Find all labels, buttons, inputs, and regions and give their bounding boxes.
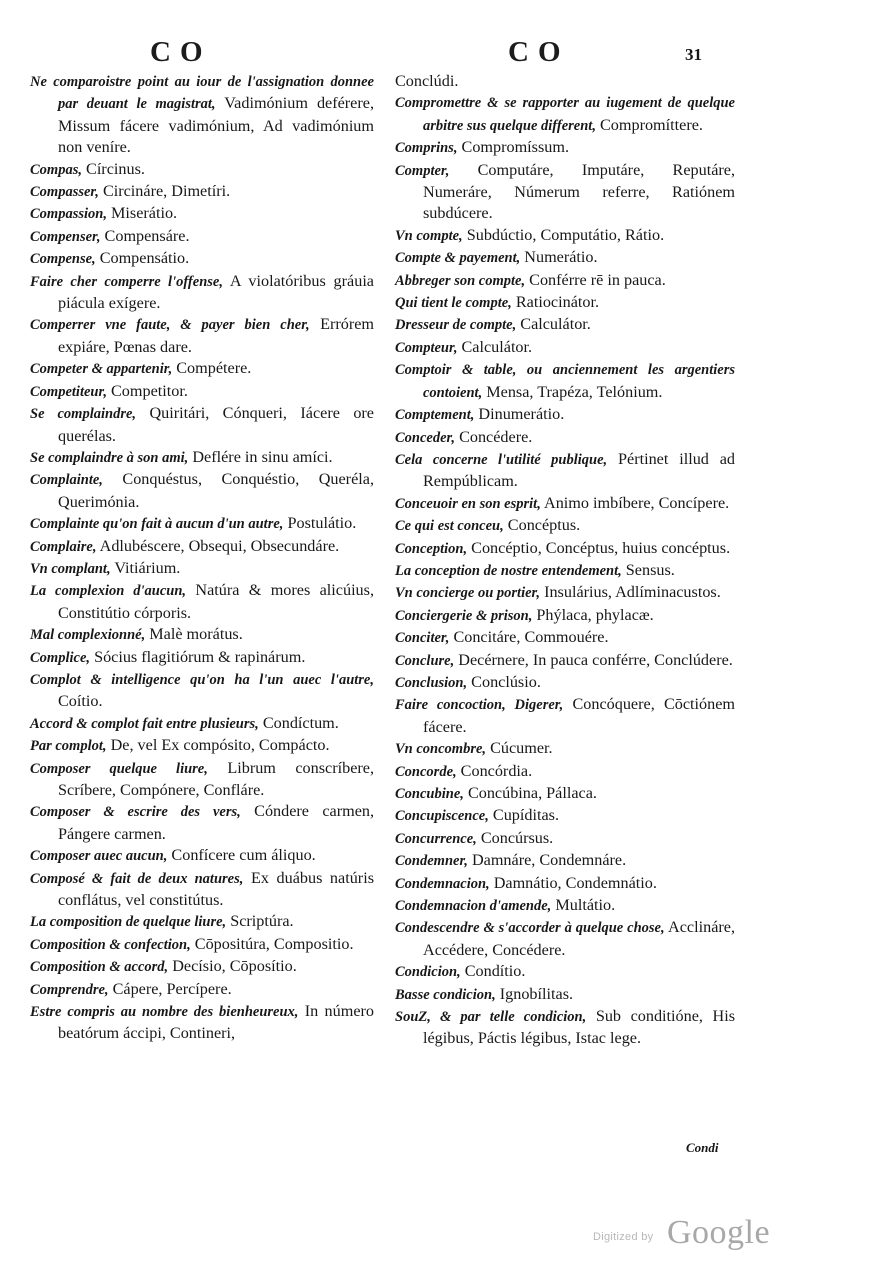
latin-translation: Condítio. [464,962,526,981]
latin-translation: Postulátio. [287,514,357,533]
right-entry [395,605,735,627]
french-headword: Abbreger son compte, [395,272,526,289]
french-headword: Composé & fait de deux natures, [30,870,244,887]
right-entry [395,404,735,426]
right-entry [395,694,735,738]
right-entry [395,337,735,359]
latin-translation: Mensa, Trapéza, Telónium. [486,382,663,401]
left-entry [30,868,374,912]
latin-translation: Cupíditas. [492,806,559,825]
right-entry [395,917,735,961]
left-entry [30,226,374,248]
french-headword: Vn compte, [395,227,463,244]
left-entry [30,358,374,380]
french-headword: La conception de nostre entendement, [395,562,622,579]
left-entry [30,403,374,447]
french-headword: Accord & complot fait entre plusieurs, [30,715,259,732]
left-entry [30,469,374,513]
french-headword: Complice, [30,649,91,666]
catchword: Condi [686,1140,719,1155]
french-headword: Complaire, [30,538,97,555]
latin-translation: Concédere. [459,427,533,446]
latin-translation: Cúcumer. [490,739,553,758]
right-entry [395,850,735,872]
french-headword: Compteur, [395,339,458,356]
latin-translation: Errórem expiáre, Pœnas dare. [58,315,374,356]
latin-translation: Conquéstus, Conquéstio, Queréla, Querimónia. [58,470,374,511]
french-headword: Dresseur de compte, [395,317,517,334]
right-entry [395,828,735,850]
latin-translation: Decérnere, In pauca conférre, Conclúdere. [458,650,733,669]
latin-translation: Concúrsus. [480,828,554,847]
latin-translation: Dinumerátio. [478,405,565,424]
latin-translation: Compromíssum. [461,138,569,157]
latin-translation: Cóndere carmen, Pángere carmen. [58,802,375,843]
latin-translation: Coítio. [58,692,103,711]
latin-translation: Calculátor. [520,315,591,334]
left-entry [30,381,374,403]
right-entry [395,515,735,537]
french-headword: Condemnacion d'amende, [395,898,552,915]
latin-translation: Ratiocinátor. [515,293,600,312]
right-entry [395,873,735,895]
running-header-left: CO [150,36,212,68]
left-entry [30,513,374,535]
latin-translation: Compensáre. [104,226,190,245]
french-headword: La composition de quelque liure, [30,914,227,931]
right-entry [395,270,735,292]
french-headword: Se complaindre, [30,406,137,423]
latin-translation: Cōpositúra, Compositio. [194,934,354,953]
running-header-right: CO [508,36,570,68]
latin-translation: Sensus. [625,560,675,579]
latin-translation: In número beatórum áccipi, Contineri, [58,1002,374,1043]
latin-translation: Confícere cum áliquo. [171,846,316,865]
latin-translation: Phýlaca, phylacæ. [536,605,654,624]
right-entry [395,783,735,805]
latin-translation: Miserátio. [111,204,178,223]
latin-translation: Scriptúra. [230,912,294,931]
right-entry [395,582,735,604]
french-headword: Comprins, [395,140,458,157]
french-headword: SouZ, & par telle condicion, [395,1009,587,1026]
latin-translation: Competitor. [111,381,188,400]
french-headword: Conclusion, [395,674,468,691]
right-entry [395,292,735,314]
right-entry [395,71,735,92]
latin-translation: Conférre rē in pauca. [529,270,666,289]
french-headword: Condicion, [395,964,461,981]
left-entry [30,271,374,315]
french-headword: Comperrer vne faute, & payer bien cher, [30,317,310,334]
latin-translation: Compensátio. [99,249,190,268]
latin-translation: Subdúctio, Computátio, Rátio. [466,225,665,244]
latin-translation: Compétere. [176,359,252,378]
left-entry [30,979,374,1001]
latin-translation: Damnátio, Condemnátio. [493,873,657,892]
right-entry [395,225,735,247]
french-headword: Cela concerne l'utilité publique, [395,451,608,468]
french-headword: Concubine, [395,786,464,802]
latin-translation: Calculátor. [461,337,533,356]
french-headword: Se complaindre à son ami, [30,449,189,466]
latin-translation: Concóquere, Cōctiónem fácere. [423,695,736,736]
french-headword: Composer & escrire des vers, [30,804,241,821]
left-entry [30,647,374,669]
french-headword: Conception, [395,540,468,557]
google-logo: Google [667,1214,771,1251]
latin-translation: Computáre, Imputáre, Reputáre, Numeráre, Númerum referre, Ratiónem subdúcere. [423,160,736,223]
french-headword: Vn concombre, [395,741,487,758]
watermark-prefix: Digitized by [593,1231,654,1243]
latin-translation: Circináre, Dimetíri. [102,182,231,201]
left-entry [30,203,374,225]
french-headword: Composition & confection, [30,936,191,953]
latin-translation: Damnáre, Condemnáre. [471,851,627,870]
french-headword: Conciter, [395,630,450,647]
french-headword: Conclure, [395,652,455,669]
latin-translation: Concúbina, Pállaca. [467,784,597,802]
left-entry [30,558,374,580]
french-headword: Par complot, [30,738,107,755]
left-entry [30,536,374,558]
french-headword: Compte & payement, [395,250,521,267]
left-entry [30,669,374,713]
french-headword: Comptoir & table, ou anciennement les argentiers contoient, [395,362,735,401]
french-headword: Compenser, [30,228,101,245]
french-headword: Composer quelque liure, [30,760,208,777]
french-headword: Composition & accord, [30,959,169,976]
french-headword: Mal complexionné, [30,627,146,644]
french-headword: Qui tient le compte, [395,295,512,312]
right-entry [395,1006,735,1050]
french-headword: Ne comparoistre point au iour de l'assignation donnee par deuant le magistrat, [30,74,374,113]
right-entry [395,427,735,449]
right-entry [395,805,735,827]
latin-translation: Insulárius, Adlíminacustos. [544,583,721,602]
right-entry [395,984,735,1006]
french-headword: Compromettre & se rapporter au iugement de quelque arbitre sus quelque different, [395,95,735,134]
french-headword: Concupiscence, [395,808,489,825]
latin-translation: Concitáre, Commouére. [453,628,609,647]
french-headword: Composer auec aucun, [30,848,168,865]
left-entry [30,956,374,978]
right-entry [395,137,735,159]
latin-translation: Concórdia. [460,761,533,780]
french-headword: Condescendre & s'accorder à quelque chose, [395,920,665,937]
left-entry [30,71,374,159]
left-entry [30,159,374,181]
right-entry [395,738,735,760]
french-headword: Compasser, [30,184,99,201]
right-entry [395,247,735,269]
latin-translation: Vitiárium. [114,558,181,577]
right-entry [395,895,735,917]
french-headword: Compas, [30,161,82,178]
right-entry [395,160,735,225]
latin-translation: Librum conscríbere, Scríbere, Compónere, Confláre. [58,758,375,799]
french-headword: Conceder, [395,429,456,446]
french-headword: Compter, [395,162,450,179]
latin-translation: De, vel Ex compósito, Compácto. [110,736,330,755]
right-entry [395,560,735,582]
latin-translation: Cápere, Percípere. [112,979,232,998]
french-headword: Basse condicion, [395,986,496,1003]
french-headword: Compassion, [30,206,107,223]
latin-translation: Ex duábus natúris conflátus, vel constitútus. [58,868,374,910]
right-entry [395,493,735,515]
right-entry [395,359,735,404]
french-headword: Compense, [30,251,96,268]
latin-translation: Sub conditióne, His légibus, Páctis légibus, Istac lege. [423,1007,736,1048]
latin-translation: Concéptio, Concéptus, huius concéptus. [471,538,731,557]
french-headword: Vn concierge ou portier, [395,585,541,602]
left-entry [30,447,374,469]
left-column [30,71,374,1045]
right-column [395,71,735,1050]
left-entry [30,758,374,802]
french-headword: Faire cher comperre l'offense, [30,273,223,290]
french-headword: Ce qui est conceu, [395,518,504,535]
latin-translation: Acclináre, Accédere, Concédere. [423,918,736,959]
latin-translation: Ignobílitas. [499,984,574,1003]
left-entry [30,1001,374,1045]
digitized-by-google-watermark [593,1214,783,1254]
french-headword: Complainte, [30,472,103,489]
left-entry [30,580,374,624]
latin-translation: Vadimónium deférere, Missum fácere vadimónium, Ad vadimónium non veníre. [58,94,374,157]
french-headword: Competiteur, [30,383,107,400]
latin-translation: Animo imbíbere, Concípere. [544,493,730,512]
latin-translation: Deflére in sinu amíci. [192,447,333,466]
right-entry [395,314,735,336]
right-entry [395,961,735,983]
page-number: 31 [685,45,702,64]
latin-translation: Quiritári, Cónqueri, Iácere ore querélas. [58,404,374,445]
latin-translation: Decísio, Cōposítio. [172,957,297,976]
french-headword: Complainte qu'on fait à aucun d'un autre, [30,516,284,533]
latin-translation: Pértinet illud ad Rempúblicam. [423,449,736,491]
latin-translation: A violatóribus gráuia piácula exígere. [58,271,374,313]
french-headword: Conceuoir en son esprit, [395,495,541,512]
latin-translation: Círcinus. [86,159,145,178]
left-entry [30,248,374,270]
left-entry [30,181,374,203]
french-headword: Vn complant, [30,560,111,577]
french-headword: Conciergerie & prison, [395,607,533,624]
right-entry [395,92,735,137]
french-headword: Complot & intelligence qu'on ha l'un auec l'autre, [30,671,374,688]
right-entry [395,538,735,560]
latin-translation: Natúra & mores alicúius, Constitútio córporis. [58,581,375,622]
left-entry [30,911,374,933]
left-entry [30,624,374,646]
right-entry [395,627,735,649]
french-headword: Condemner, [395,853,468,870]
left-entry [30,801,374,845]
latin-translation: Malè morátus. [149,625,243,644]
latin-translation: Sócius flagitiórum & rapinárum. [94,647,306,666]
latin-translation: Adlubéscere, Obsequi, Obsecundáre. [99,536,340,555]
right-entry [395,761,735,783]
latin-translation: Compromíttere. [600,115,703,134]
left-entry [30,713,374,735]
latin-translation: Conclúsio. [471,672,541,691]
french-headword: Concurrence, [395,830,477,847]
right-entry [395,650,735,672]
right-entry [395,672,735,694]
right-entry [395,449,735,493]
french-headword: Competer & appartenir, [30,361,173,378]
latin-translation: Conclúdi. [395,72,459,90]
latin-translation: Numerátio. [524,248,598,267]
french-headword: Estre compris au nombre des bienheureux, [30,1004,299,1021]
french-headword: Condemnacion, [395,875,490,892]
left-entry [30,934,374,956]
french-headword: Comptement, [395,407,475,424]
french-headword: Comprendre, [30,981,109,998]
french-headword: Faire concoction, Digerer, [395,697,564,714]
french-headword: La complexion d'aucun, [30,583,187,600]
left-entry [30,314,374,358]
latin-translation: Concéptus. [507,516,581,535]
latin-translation: Condíctum. [262,713,339,732]
french-headword: Concorde, [395,763,457,780]
latin-translation: Multátio. [555,896,616,915]
left-entry [30,845,374,867]
left-entry [30,735,374,757]
